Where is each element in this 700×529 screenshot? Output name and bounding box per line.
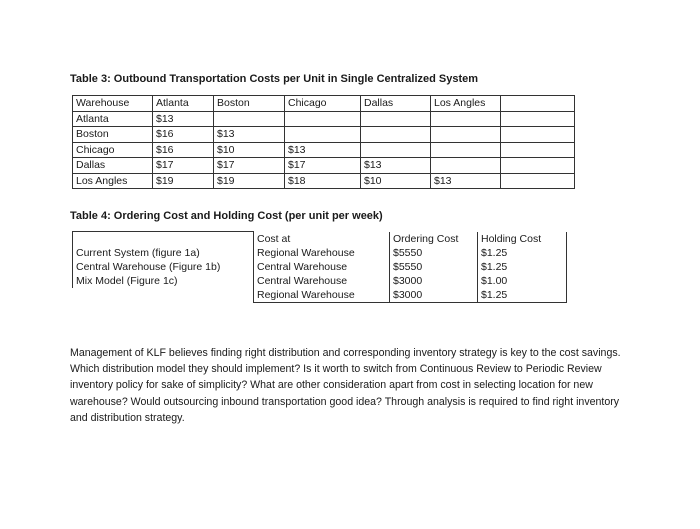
table-cell — [361, 111, 431, 127]
table-row — [73, 260, 567, 274]
table-cell: $16 — [153, 142, 214, 158]
table-cell: Dallas — [73, 158, 153, 174]
table-row — [73, 158, 575, 174]
table-cell — [431, 127, 501, 143]
header-cell: Dallas — [361, 96, 431, 112]
table-cell: $1.00 — [478, 274, 567, 288]
table-cell: $13 — [214, 127, 285, 143]
table-row — [73, 142, 575, 158]
table-cell — [361, 127, 431, 143]
table-cell: $13 — [431, 173, 501, 189]
table-cell: $3000 — [390, 274, 478, 288]
table-cell — [501, 142, 575, 158]
table-cell: $13 — [153, 111, 214, 127]
table-row — [73, 127, 575, 143]
table-row — [73, 173, 575, 189]
table-cell: Boston — [73, 127, 153, 143]
table-cell: $19 — [214, 173, 285, 189]
table-cell — [501, 127, 575, 143]
table-cell — [73, 232, 254, 247]
header-cell: Atlanta — [153, 96, 214, 112]
table-cell: $1.25 — [478, 288, 567, 303]
header-cell: Boston — [214, 96, 285, 112]
ordering-holding-cost-table — [72, 231, 567, 303]
table-row — [73, 246, 567, 260]
header-cell: Warehouse — [73, 96, 153, 112]
table3-caption: Table 3: Outbound Transportation Costs per Unit in Single Centralized System — [70, 73, 479, 85]
table-cell: $13 — [361, 158, 431, 174]
table-cell: Mix Model (Figure 1c) — [73, 274, 254, 288]
table-cell: Chicago — [73, 142, 153, 158]
table-cell: Los Angles — [73, 173, 153, 189]
table-cell — [501, 111, 575, 127]
table-cell: Atlanta — [73, 111, 153, 127]
table-row — [73, 111, 575, 127]
table-cell: $5550 — [390, 246, 478, 260]
transportation-cost-table — [72, 95, 575, 189]
table4-caption: Table 4: Ordering Cost and Holding Cost (per unit per week) — [70, 210, 383, 222]
table-cell: Holding Cost — [478, 232, 567, 247]
table-row — [73, 274, 567, 288]
table-cell: Regional Warehouse — [254, 246, 390, 260]
table-cell — [361, 142, 431, 158]
table-cell: $17 — [153, 158, 214, 174]
table-cell — [214, 111, 285, 127]
table-cell: Current System (figure 1a) — [73, 246, 254, 260]
table-header-row — [73, 96, 575, 112]
table-cell — [285, 127, 361, 143]
table-cell — [431, 158, 501, 174]
table-cell — [501, 158, 575, 174]
table-cell: $17 — [285, 158, 361, 174]
table-cell: $13 — [285, 142, 361, 158]
table-cell: $18 — [285, 173, 361, 189]
body-paragraph: Management of KLF believes finding right distribution and corresponding inventory strategy is key to the cost savings. Which distribution model they should implement? Is it worth to switch from Continuous Review to Periodic Review inventory policy for sake of simplicity? What are other consideration apart from cost in selecting location for new warehouse? Would outsourcing inbound transportation good idea? Through analysis is required to find right inventory and distribution strategy. — [70, 347, 621, 424]
table-cell: $1.25 — [478, 260, 567, 274]
table-cell: Central Warehouse (Figure 1b) — [73, 260, 254, 274]
table-cell — [73, 288, 254, 303]
header-cell — [501, 96, 575, 112]
table-cell: $19 — [153, 173, 214, 189]
table-cell — [431, 142, 501, 158]
table-cell: Ordering Cost — [390, 232, 478, 247]
table-cell — [501, 173, 575, 189]
table-row — [73, 288, 567, 303]
table-cell: $5550 — [390, 260, 478, 274]
table-cell: $10 — [361, 173, 431, 189]
table-cell: $16 — [153, 127, 214, 143]
table-cell: Cost at — [254, 232, 390, 247]
table-cell: Regional Warehouse — [254, 288, 390, 303]
table-cell: $17 — [214, 158, 285, 174]
table-cell: $3000 — [390, 288, 478, 303]
table-cell — [431, 111, 501, 127]
header-cell: Chicago — [285, 96, 361, 112]
table-row — [73, 232, 567, 247]
table-cell: Central Warehouse — [254, 260, 390, 274]
header-cell: Los Angles — [431, 96, 501, 112]
table-cell — [285, 111, 361, 127]
table-cell: Central Warehouse — [254, 274, 390, 288]
table-cell: $10 — [214, 142, 285, 158]
table-cell: $1.25 — [478, 246, 567, 260]
